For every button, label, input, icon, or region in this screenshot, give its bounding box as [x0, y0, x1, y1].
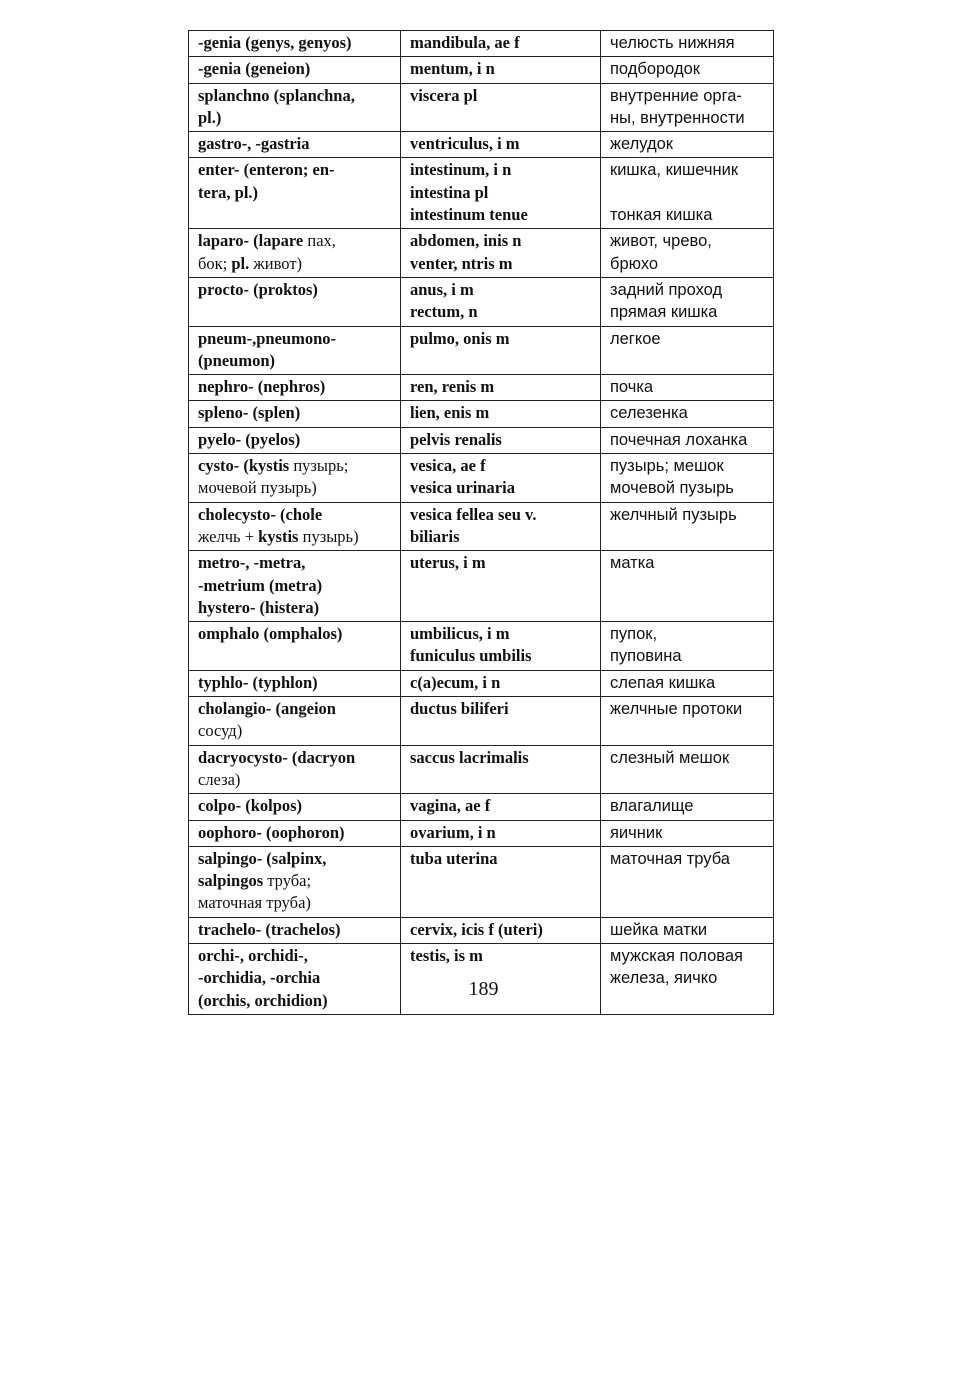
translation-cell [601, 917, 774, 943]
latin-cell [401, 502, 601, 551]
cell-line [198, 376, 392, 398]
table-row [189, 794, 774, 820]
table-row [189, 31, 774, 57]
cell-line [410, 253, 592, 275]
cell-text: testis, is m [410, 945, 483, 965]
cell-text: ны, внутренности [610, 108, 745, 127]
cell-text: слепая кишка [610, 673, 716, 692]
cell-text: -orchidia, -orchia [198, 968, 321, 988]
cell-line [410, 455, 592, 477]
cell-line [198, 552, 392, 574]
cell-text: abdomen, inis n [410, 231, 522, 251]
root-cell [189, 277, 401, 326]
root-cell [189, 158, 401, 229]
cell-text: подбородок [610, 60, 701, 79]
root-cell [189, 31, 401, 57]
cell-line [610, 253, 765, 275]
cell-line [410, 230, 592, 252]
cell-line [198, 848, 392, 870]
root-cell [189, 326, 401, 375]
translation-cell [601, 846, 774, 917]
cell-text: влагалище [610, 797, 694, 816]
root-cell [189, 670, 401, 696]
cell-text: почка [610, 378, 654, 397]
cell-text: vesica urinaria [410, 478, 515, 498]
cell-line [198, 945, 392, 967]
cell-text: funiculus umbilis [410, 646, 532, 666]
translation-cell [601, 670, 774, 696]
cell-text: mandibula, ae f [410, 33, 520, 52]
table-row [189, 846, 774, 917]
cell-text: trachelo- (trachelos) [198, 919, 341, 939]
cell-text: laparo- (lapare [198, 231, 304, 251]
cell-text: сосуд) [198, 721, 243, 741]
cell-line [198, 672, 392, 694]
cell-text: кишка, кишечник [610, 161, 739, 180]
translation-cell [601, 551, 774, 622]
cell-line [610, 230, 765, 252]
cell-text: tuba uterina [410, 848, 498, 868]
translation-cell [601, 375, 774, 401]
latin-cell [401, 158, 601, 229]
root-cell [189, 229, 401, 278]
cell-line [410, 623, 592, 645]
cell-text: брюхо [610, 254, 659, 273]
cell-line [610, 279, 765, 301]
cell-text: pulmo, onis m [410, 328, 510, 348]
translation-cell [601, 277, 774, 326]
cell-text: kystis [258, 526, 299, 546]
cell-line [610, 402, 765, 424]
cell-line [410, 747, 592, 769]
cell-line [198, 402, 392, 424]
cell-line [198, 182, 392, 204]
cell-line [610, 204, 765, 226]
cell-text: orchi-, orchidi-, [198, 945, 308, 965]
root-cell [189, 427, 401, 453]
table-row [189, 229, 774, 278]
cell-line [610, 58, 765, 80]
cell-text: ovarium, i n [410, 822, 496, 842]
latin-cell [401, 622, 601, 671]
cell-text: почечная лоханка [610, 430, 748, 449]
cell-line [610, 429, 765, 451]
cell-text: пупок, [610, 625, 658, 644]
cell-line [610, 848, 765, 870]
cell-text: pyelo- (pyelos) [198, 429, 301, 449]
cell-text: -metrium (metra) [198, 575, 323, 595]
cell-text: (pneumon) [198, 350, 276, 370]
latin-cell [401, 132, 601, 158]
latin-cell [401, 375, 601, 401]
cell-line [198, 477, 392, 499]
cell-text: viscera pl [410, 85, 478, 105]
latin-cell [401, 229, 601, 278]
cell-line [198, 526, 392, 548]
cell-text: пах, [307, 231, 336, 251]
root-cell [189, 401, 401, 427]
cell-text: задний проход [610, 280, 723, 299]
cell-line [410, 945, 592, 967]
translation-cell [601, 794, 774, 820]
cell-line [198, 253, 392, 275]
table-row [189, 158, 774, 229]
cell-line [410, 279, 592, 301]
cell-text: omphalo (omphalos) [198, 624, 343, 644]
translation-cell [601, 622, 774, 671]
translation-cell [601, 745, 774, 794]
cell-line [410, 526, 592, 548]
cell-text: желчный пузырь [610, 505, 737, 524]
cell-text: gastro-, -gastria [198, 134, 310, 154]
cell-line [198, 58, 392, 80]
cell-line [610, 504, 765, 526]
cell-line [410, 552, 592, 574]
latin-cell [401, 326, 601, 375]
cell-line [410, 477, 592, 499]
cell-line [198, 133, 392, 155]
cell-line [610, 477, 765, 499]
cell-text: (orchis, orchidion) [198, 990, 328, 1010]
cell-text: желудок [610, 135, 674, 154]
cell-text: salpingo- (salpinx, [198, 848, 327, 868]
cell-line [610, 747, 765, 769]
cell-line [410, 822, 592, 844]
cell-line [198, 279, 392, 301]
cell-text: biliaris [410, 526, 460, 546]
root-cell [189, 820, 401, 846]
cell-text: бок; [198, 253, 228, 273]
cell-line [610, 182, 765, 204]
table-row [189, 277, 774, 326]
cell-text: splanchno (splanchna, [198, 85, 355, 105]
cell-text: vagina, ae f [410, 796, 491, 816]
cell-text: прямая кишка [610, 303, 718, 322]
root-cell [189, 502, 401, 551]
root-cell [189, 794, 401, 820]
cell-text: желчь + [198, 526, 254, 546]
table-row [189, 745, 774, 794]
translation-cell [601, 57, 774, 83]
translation-cell [601, 31, 774, 57]
cell-line [198, 870, 392, 892]
cell-line [410, 504, 592, 526]
translation-cell [601, 132, 774, 158]
cell-line [410, 376, 592, 398]
cell-text: nephro- (nephros) [198, 377, 326, 397]
cell-text: intestinum tenue [410, 205, 528, 225]
cell-line [410, 795, 592, 817]
cell-text: живот) [253, 253, 303, 273]
cell-line [198, 795, 392, 817]
root-cell [189, 83, 401, 132]
cell-line [198, 230, 392, 252]
cell-text: легкое [610, 329, 661, 348]
root-cell [189, 622, 401, 671]
translation-cell [601, 427, 774, 453]
cell-line [610, 919, 765, 941]
cell-line [198, 107, 392, 129]
cell-text: pelvis renalis [410, 429, 502, 449]
cell-line [610, 328, 765, 350]
cell-line [410, 32, 592, 54]
cell-line [610, 795, 765, 817]
cell-line [198, 85, 392, 107]
translation-cell [601, 820, 774, 846]
cell-text: vesica, ae f [410, 456, 486, 476]
translation-cell [601, 502, 774, 551]
cell-line [198, 769, 392, 791]
cell-line [198, 32, 392, 54]
cell-text: мочевой пузырь) [198, 478, 317, 498]
translation-cell [601, 229, 774, 278]
cell-line [410, 301, 592, 323]
table-row [189, 57, 774, 83]
cell-text: uterus, i m [410, 553, 486, 573]
cell-line [198, 698, 392, 720]
cell-text: железа, яичко [610, 969, 718, 988]
terms-table [188, 30, 774, 1015]
cell-text: pneum-,pneumono- [198, 328, 336, 348]
cell-line [198, 429, 392, 451]
cell-text: typhlo- (typhlon) [198, 672, 318, 692]
cell-line [198, 822, 392, 844]
cell-text: ductus biliferi [410, 699, 509, 719]
latin-cell [401, 401, 601, 427]
root-cell [189, 57, 401, 83]
cell-line [410, 402, 592, 424]
cell-line [610, 945, 765, 967]
cell-line [198, 597, 392, 619]
cell-text: пузырь; [293, 456, 349, 476]
table-row [189, 697, 774, 746]
cell-text: procto- (proktos) [198, 279, 318, 299]
cell-text: селезенка [610, 404, 688, 423]
cell-text: umbilicus, i m [410, 624, 510, 644]
cell-line [410, 85, 592, 107]
cell-line [610, 455, 765, 477]
translation-cell [601, 326, 774, 375]
cell-line [198, 455, 392, 477]
cell-text: мужская половая [610, 946, 743, 965]
root-cell [189, 917, 401, 943]
cell-text: c(a)ecum, i n [410, 672, 501, 692]
latin-cell [401, 454, 601, 503]
cell-line [610, 623, 765, 645]
cell-text: ren, renis m [410, 377, 495, 397]
cell-text: челюсть нижняя [610, 34, 735, 52]
cell-text: труба; [267, 871, 312, 891]
cell-text: anus, i m [410, 279, 474, 299]
cell-line [198, 623, 392, 645]
table-row [189, 326, 774, 375]
cell-text: oophoro- (oophoron) [198, 822, 345, 842]
latin-cell [401, 697, 601, 746]
cell-text: pl.) [198, 107, 222, 127]
cell-line [410, 58, 592, 80]
cell-text: vesica fellea seu v. [410, 504, 537, 524]
cell-text: hystero- (histera) [198, 597, 320, 617]
cell-line [198, 892, 392, 914]
root-cell [189, 454, 401, 503]
cell-line [198, 504, 392, 526]
cell-text: venter, ntris m [410, 253, 513, 273]
cell-line [198, 919, 392, 941]
cell-line [198, 575, 392, 597]
cell-text: mentum, i n [410, 59, 495, 79]
table-row [189, 375, 774, 401]
table-row [189, 670, 774, 696]
cell-text: enter- (enteron; en- [198, 160, 335, 180]
table-row [189, 401, 774, 427]
latin-cell [401, 83, 601, 132]
table-row [189, 83, 774, 132]
cell-line [610, 107, 765, 129]
cell-line [198, 328, 392, 350]
translation-cell [601, 697, 774, 746]
cell-text: -genia (genys, genyos) [198, 33, 352, 52]
root-cell [189, 846, 401, 917]
cell-text: живот, чрево, [610, 232, 712, 251]
table-row [189, 551, 774, 622]
cell-text: маточная труба [610, 849, 730, 868]
cell-text: cysto- (kystis [198, 456, 290, 476]
cell-line [410, 645, 592, 667]
latin-cell [401, 745, 601, 794]
cell-text: пузырь) [302, 526, 359, 546]
latin-cell [401, 427, 601, 453]
cell-text: colpo- (kolpos) [198, 796, 303, 816]
cell-text: пуповина [610, 647, 682, 666]
cell-line [198, 747, 392, 769]
cell-line [410, 919, 592, 941]
latin-cell [401, 794, 601, 820]
cell-text: матка [610, 554, 655, 573]
cell-line [610, 159, 765, 181]
root-cell [189, 551, 401, 622]
cell-line [610, 301, 765, 323]
cell-line [410, 328, 592, 350]
cell-text: intestinum, i n [410, 160, 512, 180]
cell-text: ventriculus, i m [410, 134, 520, 154]
root-cell [189, 697, 401, 746]
cell-text: saccus lacrimalis [410, 747, 529, 767]
cell-line [198, 720, 392, 742]
cell-text: тонкая кишка [610, 206, 713, 225]
cell-text: яичник [610, 823, 663, 842]
cell-line [610, 133, 765, 155]
latin-cell [401, 31, 601, 57]
terms-table-body [189, 31, 774, 1015]
latin-cell [401, 670, 601, 696]
cell-line [410, 133, 592, 155]
cell-text: cholangio- (angeion [198, 699, 336, 719]
cell-text: tera, pl.) [198, 182, 259, 202]
latin-cell [401, 846, 601, 917]
cell-text: слезный мешок [610, 748, 730, 767]
root-cell [189, 132, 401, 158]
cell-line [610, 672, 765, 694]
cell-line [610, 32, 765, 54]
root-cell [189, 745, 401, 794]
cell-text: salpingos [198, 871, 264, 891]
cell-text: metro-, -metra, [198, 553, 306, 573]
cell-text: -genia (geneion) [198, 59, 311, 79]
cell-line [610, 645, 765, 667]
cell-text: rectum, n [410, 302, 478, 322]
table-row [189, 502, 774, 551]
cell-line [410, 204, 592, 226]
latin-cell [401, 551, 601, 622]
cell-line [410, 182, 592, 204]
cell-text: cervix, icis f (uteri) [410, 919, 543, 939]
cell-text: шейка матки [610, 920, 708, 939]
cell-text: желчные протоки [610, 700, 743, 719]
cell-line [410, 159, 592, 181]
cell-line [410, 429, 592, 451]
cell-text: слеза) [198, 769, 241, 789]
table-row [189, 427, 774, 453]
table-row [189, 820, 774, 846]
table-row [189, 454, 774, 503]
cell-line [610, 552, 765, 574]
cell-line [610, 376, 765, 398]
cell-text: cholecysto- (chole [198, 504, 323, 524]
cell-text: внутренние орга- [610, 86, 742, 105]
cell-text: dacryocysto- (dacryon [198, 747, 356, 767]
cell-text: мочевой пузырь [610, 479, 734, 498]
cell-text: маточная труба) [198, 893, 311, 913]
cell-line [610, 85, 765, 107]
cell-text: spleno- (splen) [198, 403, 301, 423]
cell-line [410, 848, 592, 870]
table-row [189, 917, 774, 943]
page-number: 189 [468, 978, 499, 1000]
cell-text: lien, enis m [410, 403, 490, 423]
latin-cell [401, 277, 601, 326]
cell-text: пузырь; мешок [610, 457, 724, 476]
translation-cell [601, 401, 774, 427]
table-row [189, 132, 774, 158]
latin-cell [401, 917, 601, 943]
root-cell [189, 375, 401, 401]
table-row [189, 622, 774, 671]
translation-cell [601, 454, 774, 503]
cell-line [410, 698, 592, 720]
cell-line [610, 698, 765, 720]
cell-text: pl. [231, 253, 250, 273]
latin-cell [401, 820, 601, 846]
cell-text: intestina pl [410, 182, 489, 202]
cell-line [198, 350, 392, 372]
translation-cell [601, 83, 774, 132]
cell-line [198, 159, 392, 181]
translation-cell [601, 158, 774, 229]
cell-line [410, 672, 592, 694]
cell-line [610, 822, 765, 844]
latin-cell [401, 57, 601, 83]
